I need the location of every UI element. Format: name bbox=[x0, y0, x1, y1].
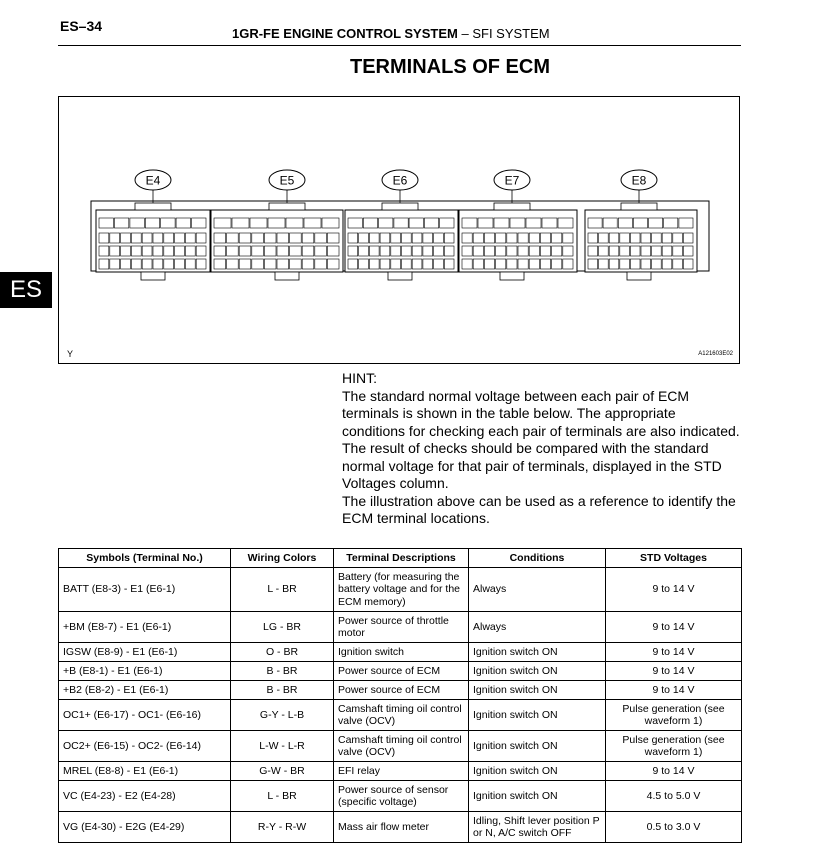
terminal-pin bbox=[620, 233, 630, 243]
table-row bbox=[59, 812, 742, 843]
terminal-pin bbox=[99, 218, 113, 228]
terminal-pin bbox=[379, 218, 393, 228]
terminal-pin bbox=[423, 233, 433, 243]
terminal-pin bbox=[526, 218, 541, 228]
cell-symbol: VC (E4-23) - E2 (E4-28) bbox=[59, 781, 231, 812]
terminal-pin bbox=[540, 233, 550, 243]
connector-latch bbox=[275, 272, 299, 280]
terminal-pin bbox=[391, 233, 401, 243]
terminal-pin bbox=[264, 233, 276, 243]
hint-label: HINT: bbox=[342, 370, 377, 386]
terminal-pin bbox=[175, 233, 185, 243]
terminal-pin bbox=[348, 246, 358, 256]
terminal-pin bbox=[302, 233, 314, 243]
terminal-pin bbox=[484, 259, 494, 269]
terminal-pin bbox=[391, 259, 401, 269]
terminal-pin bbox=[252, 259, 264, 269]
cell-std: 9 to 14 V bbox=[606, 568, 742, 612]
terminal-pin bbox=[462, 218, 477, 228]
cell-symbol: +B (E8-1) - E1 (E6-1) bbox=[59, 662, 231, 681]
terminal-pin bbox=[114, 218, 128, 228]
terminal-pin bbox=[652, 233, 662, 243]
header-dash: – bbox=[461, 26, 469, 41]
terminal-pin bbox=[142, 259, 152, 269]
terminal-pin bbox=[402, 246, 412, 256]
cell-cond: Ignition switch ON bbox=[469, 700, 606, 731]
terminal-pin bbox=[164, 246, 174, 256]
terminal-pin bbox=[588, 259, 598, 269]
terminal-pin bbox=[603, 218, 617, 228]
terminal-pin bbox=[99, 259, 109, 269]
terminal-pin bbox=[227, 233, 239, 243]
col-header-symbols: Symbols (Terminal No.) bbox=[59, 549, 231, 568]
terminal-pin bbox=[176, 218, 190, 228]
figure-code: A121603E02 bbox=[698, 351, 733, 357]
cell-wiring: B - BR bbox=[231, 662, 334, 681]
terminal-pin bbox=[369, 233, 379, 243]
terminal-pin bbox=[423, 246, 433, 256]
terminal-pin bbox=[434, 246, 444, 256]
terminal-pin bbox=[239, 259, 251, 269]
terminal-pin bbox=[529, 246, 539, 256]
terminal-pin bbox=[142, 246, 152, 256]
terminal-pin bbox=[630, 246, 640, 256]
terminal-pin bbox=[409, 218, 423, 228]
table-row bbox=[59, 781, 742, 812]
cell-wiring: G-Y - L-B bbox=[231, 700, 334, 731]
terminal-pin bbox=[214, 233, 226, 243]
terminal-pin bbox=[304, 218, 321, 228]
connector-label: E7 bbox=[504, 173, 520, 188]
figure-corner-label: Y bbox=[67, 349, 74, 359]
terminal-pin bbox=[214, 218, 231, 228]
terminal-pin bbox=[434, 259, 444, 269]
terminal-pin bbox=[552, 233, 562, 243]
cell-wiring: L - BR bbox=[231, 568, 334, 612]
connector-label: E6 bbox=[392, 173, 408, 188]
terminal-pin bbox=[214, 246, 226, 256]
terminal-pin bbox=[327, 233, 339, 243]
terminal-pin bbox=[473, 259, 483, 269]
terminal-pin bbox=[518, 233, 528, 243]
cell-cond: Always bbox=[469, 612, 606, 643]
cell-desc: Mass air flow meter bbox=[334, 812, 469, 843]
cell-cond: Ignition switch ON bbox=[469, 731, 606, 762]
terminal-pin bbox=[434, 233, 444, 243]
terminal-pin bbox=[239, 233, 251, 243]
terminal-pin bbox=[542, 218, 557, 228]
terminal-pin bbox=[327, 246, 339, 256]
terminal-pin bbox=[599, 259, 609, 269]
terminal-pin bbox=[302, 246, 314, 256]
terminal-pin bbox=[440, 218, 454, 228]
terminal-pin bbox=[484, 233, 494, 243]
terminal-pin bbox=[348, 233, 358, 243]
terminal-pin bbox=[673, 259, 683, 269]
terminal-pin bbox=[412, 246, 422, 256]
terminal-pin bbox=[161, 218, 175, 228]
connector-label: E8 bbox=[631, 173, 647, 188]
terminal-pin bbox=[563, 259, 573, 269]
terminal-pin bbox=[444, 233, 454, 243]
table-row bbox=[59, 700, 742, 731]
terminal-pin bbox=[290, 246, 302, 256]
cell-std: 9 to 14 V bbox=[606, 612, 742, 643]
terminal-pin bbox=[348, 259, 358, 269]
cell-symbol: VG (E4-30) - E2G (E4-29) bbox=[59, 812, 231, 843]
terminal-pin bbox=[99, 233, 109, 243]
terminal-pin bbox=[290, 259, 302, 269]
terminal-pin bbox=[641, 259, 651, 269]
terminal-pin bbox=[662, 233, 672, 243]
cell-wiring: G-W - BR bbox=[231, 762, 334, 781]
terminal-pin bbox=[164, 233, 174, 243]
terminal-pin bbox=[185, 246, 195, 256]
cell-desc: Camshaft timing oil control valve (OCV) bbox=[334, 700, 469, 731]
terminal-voltage-table bbox=[58, 548, 742, 843]
header-system: 1GR-FE ENGINE CONTROL SYSTEM bbox=[232, 26, 458, 41]
terminal-pin bbox=[277, 259, 289, 269]
terminal-pin bbox=[327, 259, 339, 269]
terminal-pin bbox=[588, 233, 598, 243]
terminal-pin bbox=[630, 259, 640, 269]
connector-latch bbox=[500, 272, 524, 280]
terminal-pin bbox=[664, 218, 678, 228]
connector-key bbox=[621, 203, 657, 210]
table-row bbox=[59, 681, 742, 700]
terminal-pin bbox=[641, 246, 651, 256]
terminal-pin bbox=[588, 246, 598, 256]
terminal-pin bbox=[609, 246, 619, 256]
terminal-pin bbox=[496, 246, 506, 256]
terminal-pin bbox=[302, 259, 314, 269]
terminal-pin bbox=[662, 246, 672, 256]
terminal-pin bbox=[110, 259, 120, 269]
cell-desc: Power source of throttle motor bbox=[334, 612, 469, 643]
terminal-pin bbox=[380, 233, 390, 243]
terminal-pin bbox=[683, 233, 693, 243]
terminal-pin bbox=[121, 246, 131, 256]
cell-desc: Power source of sensor (specific voltage) bbox=[334, 781, 469, 812]
terminal-pin bbox=[380, 259, 390, 269]
terminal-pin bbox=[444, 259, 454, 269]
terminal-pin bbox=[496, 233, 506, 243]
terminal-pin bbox=[673, 233, 683, 243]
connector-key bbox=[382, 203, 418, 210]
col-header-descriptions: Terminal Descriptions bbox=[334, 549, 469, 568]
terminal-pin bbox=[462, 259, 472, 269]
terminal-pin bbox=[131, 246, 141, 256]
terminal-pin bbox=[232, 218, 249, 228]
cell-std: Pulse generation (see waveform 1) bbox=[606, 700, 742, 731]
terminal-pin bbox=[552, 246, 562, 256]
terminal-pin bbox=[630, 233, 640, 243]
terminal-pin bbox=[507, 233, 517, 243]
terminal-pin bbox=[473, 233, 483, 243]
hint-paragraph-1: The standard normal voltage between each pair of ECM terminals is shown in the table below. The appropriate conditions for checking each pair of terminals are also indicated. bbox=[342, 387, 740, 439]
connector-key bbox=[494, 203, 530, 210]
terminal-pin bbox=[110, 246, 120, 256]
terminal-pin bbox=[286, 218, 303, 228]
terminal-pin bbox=[227, 259, 239, 269]
header-subsystem: SFI SYSTEM bbox=[472, 26, 550, 41]
cell-std: 9 to 14 V bbox=[606, 643, 742, 662]
connector-label: E4 bbox=[145, 173, 161, 188]
terminal-pin bbox=[315, 259, 327, 269]
terminal-pin bbox=[510, 218, 525, 228]
terminal-pin bbox=[130, 218, 144, 228]
cell-desc: Battery (for measuring the battery voltage and for the ECM memory) bbox=[334, 568, 469, 612]
section-side-tab: ES bbox=[0, 272, 52, 308]
terminal-pin bbox=[315, 246, 327, 256]
terminal-pin bbox=[196, 259, 206, 269]
cell-std: 4.5 to 5.0 V bbox=[606, 781, 742, 812]
terminal-pin bbox=[192, 218, 206, 228]
table-row bbox=[59, 731, 742, 762]
terminal-pin bbox=[268, 218, 285, 228]
connector-label: E5 bbox=[279, 173, 295, 188]
terminal-pin bbox=[563, 246, 573, 256]
terminal-pin bbox=[496, 259, 506, 269]
col-header-std-voltages: STD Voltages bbox=[606, 549, 742, 568]
cell-wiring: O - BR bbox=[231, 643, 334, 662]
terminal-pin bbox=[558, 218, 573, 228]
hint-paragraph-2: The result of checks should be compared with the standard normal voltage for that pair of terminals, displayed in the STD Voltages column. bbox=[342, 440, 722, 491]
cell-symbol: OC2+ (E6-15) - OC2- (E6-14) bbox=[59, 731, 231, 762]
terminal-pin bbox=[423, 259, 433, 269]
terminal-pin bbox=[110, 233, 120, 243]
terminal-pin bbox=[529, 233, 539, 243]
terminal-pin bbox=[121, 233, 131, 243]
section-header bbox=[232, 26, 550, 41]
terminal-pin bbox=[369, 246, 379, 256]
terminal-pin bbox=[121, 259, 131, 269]
terminal-pin bbox=[227, 246, 239, 256]
terminal-pin bbox=[359, 233, 369, 243]
cell-cond: Ignition switch ON bbox=[469, 681, 606, 700]
cell-wiring: L-W - L-R bbox=[231, 731, 334, 762]
cell-symbol: +B2 (E8-2) - E1 (E6-1) bbox=[59, 681, 231, 700]
cell-symbol: IGSW (E8-9) - E1 (E6-1) bbox=[59, 643, 231, 662]
cell-cond: Ignition switch ON bbox=[469, 762, 606, 781]
terminal-pin bbox=[196, 246, 206, 256]
cell-desc: Power source of ECM bbox=[334, 662, 469, 681]
terminal-pin bbox=[394, 218, 408, 228]
terminal-pin bbox=[444, 246, 454, 256]
cell-symbol: BATT (E8-3) - E1 (E6-1) bbox=[59, 568, 231, 612]
header-rule bbox=[58, 45, 741, 46]
cell-std: Pulse generation (see waveform 1) bbox=[606, 731, 742, 762]
cell-desc: Ignition switch bbox=[334, 643, 469, 662]
cell-std: 9 to 14 V bbox=[606, 762, 742, 781]
col-header-wiring: Wiring Colors bbox=[231, 549, 334, 568]
terminal-pin bbox=[599, 246, 609, 256]
terminal-pin bbox=[620, 246, 630, 256]
terminal-pin bbox=[529, 259, 539, 269]
terminal-pin bbox=[552, 259, 562, 269]
terminal-pin bbox=[412, 259, 422, 269]
terminal-pin bbox=[214, 259, 226, 269]
cell-cond: Ignition switch ON bbox=[469, 643, 606, 662]
terminal-pin bbox=[380, 246, 390, 256]
terminal-pin bbox=[662, 259, 672, 269]
terminal-pin bbox=[185, 233, 195, 243]
ecm-connector-figure bbox=[58, 96, 740, 364]
terminal-pin bbox=[369, 259, 379, 269]
terminal-pin bbox=[145, 218, 159, 228]
col-header-conditions: Conditions bbox=[469, 549, 606, 568]
terminal-pin bbox=[620, 259, 630, 269]
connector-key bbox=[269, 203, 305, 210]
terminal-pin bbox=[641, 233, 651, 243]
cell-symbol: +BM (E8-7) - E1 (E6-1) bbox=[59, 612, 231, 643]
table-row bbox=[59, 762, 742, 781]
terminal-pin bbox=[175, 259, 185, 269]
table-row bbox=[59, 662, 742, 681]
cell-wiring: L - BR bbox=[231, 781, 334, 812]
terminal-pin bbox=[185, 259, 195, 269]
terminal-pin bbox=[518, 259, 528, 269]
cell-cond: Ignition switch ON bbox=[469, 781, 606, 812]
terminal-pin bbox=[250, 218, 267, 228]
terminal-pin bbox=[153, 246, 163, 256]
terminal-pin bbox=[652, 259, 662, 269]
terminal-pin bbox=[322, 218, 339, 228]
cell-wiring: LG - BR bbox=[231, 612, 334, 643]
connector-key bbox=[135, 203, 171, 210]
cell-std: 0.5 to 3.0 V bbox=[606, 812, 742, 843]
terminal-pin bbox=[540, 259, 550, 269]
terminal-pin bbox=[494, 218, 509, 228]
terminal-pin bbox=[363, 218, 377, 228]
cell-wiring: B - BR bbox=[231, 681, 334, 700]
terminal-pin bbox=[588, 218, 602, 228]
terminal-pin bbox=[540, 246, 550, 256]
ecm-connector-diagram bbox=[59, 97, 741, 365]
terminal-pin bbox=[359, 259, 369, 269]
page-number: ES–34 bbox=[60, 18, 103, 34]
terminal-pin bbox=[239, 246, 251, 256]
cell-wiring: R-Y - R-W bbox=[231, 812, 334, 843]
terminal-pin bbox=[315, 233, 327, 243]
terminal-pin bbox=[264, 259, 276, 269]
connector-latch bbox=[627, 272, 651, 280]
terminal-pin bbox=[618, 218, 632, 228]
terminal-pin bbox=[683, 246, 693, 256]
cell-desc: EFI relay bbox=[334, 762, 469, 781]
terminal-pin bbox=[348, 218, 362, 228]
terminal-pin bbox=[609, 233, 619, 243]
terminal-pin bbox=[633, 218, 647, 228]
terminal-pin bbox=[402, 259, 412, 269]
cell-cond: Ignition switch ON bbox=[469, 662, 606, 681]
terminal-pin bbox=[507, 246, 517, 256]
terminal-pin bbox=[252, 233, 264, 243]
terminal-pin bbox=[462, 246, 472, 256]
terminal-pin bbox=[609, 259, 619, 269]
terminal-pin bbox=[649, 218, 663, 228]
terminal-pin bbox=[563, 233, 573, 243]
table-header-row bbox=[59, 549, 742, 568]
terminal-pin bbox=[652, 246, 662, 256]
cell-desc: Power source of ECM bbox=[334, 681, 469, 700]
terminal-pin bbox=[673, 246, 683, 256]
terminal-pin bbox=[518, 246, 528, 256]
table-row bbox=[59, 643, 742, 662]
terminal-pin bbox=[478, 218, 493, 228]
page-title: TERMINALS OF ECM bbox=[350, 56, 550, 78]
terminal-pin bbox=[252, 246, 264, 256]
terminal-pin bbox=[131, 233, 141, 243]
hint-block bbox=[342, 370, 742, 528]
terminal-pin bbox=[264, 246, 276, 256]
terminal-pin bbox=[175, 246, 185, 256]
terminal-pin bbox=[359, 246, 369, 256]
cell-desc: Camshaft timing oil control valve (OCV) bbox=[334, 731, 469, 762]
terminal-pin bbox=[164, 259, 174, 269]
hint-paragraph-3: The illustration above can be used as a reference to identify the ECM terminal locations. bbox=[342, 492, 736, 526]
terminal-pin bbox=[412, 233, 422, 243]
terminal-pin bbox=[196, 233, 206, 243]
terminal-pin bbox=[131, 259, 141, 269]
cell-cond: Idling, Shift lever position P or N, A/C switch OFF bbox=[469, 812, 606, 843]
cell-symbol: OC1+ (E6-17) - OC1- (E6-16) bbox=[59, 700, 231, 731]
table-row bbox=[59, 612, 742, 643]
terminal-pin bbox=[153, 233, 163, 243]
terminal-pin bbox=[484, 246, 494, 256]
table-row bbox=[59, 568, 742, 612]
cell-std: 9 to 14 V bbox=[606, 681, 742, 700]
terminal-pin bbox=[153, 259, 163, 269]
terminal-pin bbox=[142, 233, 152, 243]
terminal-pin bbox=[462, 233, 472, 243]
connector-latch bbox=[141, 272, 165, 280]
connector-latch bbox=[388, 272, 412, 280]
cell-cond: Always bbox=[469, 568, 606, 612]
terminal-pin bbox=[683, 259, 693, 269]
terminal-pin bbox=[277, 233, 289, 243]
terminal-pin bbox=[473, 246, 483, 256]
terminal-pin bbox=[679, 218, 693, 228]
terminal-pin bbox=[99, 246, 109, 256]
cell-symbol: MREL (E8-8) - E1 (E6-1) bbox=[59, 762, 231, 781]
cell-std: 9 to 14 V bbox=[606, 662, 742, 681]
terminal-pin bbox=[277, 246, 289, 256]
terminal-pin bbox=[391, 246, 401, 256]
terminal-pin bbox=[424, 218, 438, 228]
terminal-pin bbox=[599, 233, 609, 243]
terminal-pin bbox=[402, 233, 412, 243]
terminal-pin bbox=[290, 233, 302, 243]
terminal-pin bbox=[507, 259, 517, 269]
